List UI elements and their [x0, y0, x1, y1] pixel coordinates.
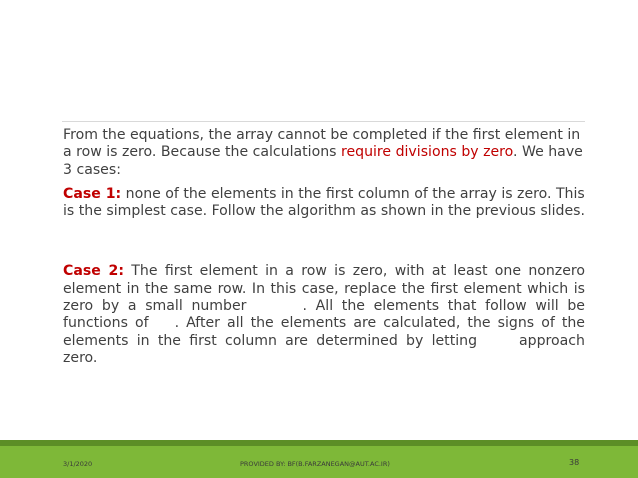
- case2-text-4: approach zero.: [63, 332, 585, 366]
- intro-text-1: From the equations, the array cannot be completed if the first element in a row is zero. Because the calculations: [63, 127, 581, 161]
- footer-date: 3/1/2020: [63, 460, 93, 468]
- paragraph-gap: [63, 220, 585, 263]
- case1-paragraph: [63, 186, 585, 221]
- footer-credit: PROVIDED BY: BF(B.FARZANEGAN@AUT.AC.IR): [240, 460, 390, 468]
- case2-label: Case 2:: [63, 263, 124, 280]
- slide-number: 38: [569, 458, 580, 467]
- intro-text-2: . We have 3 cases:: [63, 144, 583, 178]
- intro-highlight: require divisions by zero: [340, 144, 514, 161]
- title-divider: [62, 121, 585, 122]
- slide-body: [63, 127, 585, 367]
- case2-text-2: . All the elements that follow will be functions of: [63, 298, 585, 332]
- case1-label: Case 1:: [63, 185, 122, 202]
- footer-band: [0, 440, 638, 446]
- intro-paragraph: [63, 127, 585, 179]
- case2-paragraph: [63, 263, 585, 367]
- case2-text-1: The first element in a row is zero, with at least one nonzero element in the same row. In this case, replace the first element which is zero by a small number: [63, 263, 585, 315]
- case2-text-3: . After all the elements are calculated, the signs of the elements in the first column are determined by letting: [63, 315, 585, 349]
- case1-text: none of the elements in the first column of the array is zero. This is the simplest case. Follow the algorithm as shown in the previous slides.: [63, 185, 585, 220]
